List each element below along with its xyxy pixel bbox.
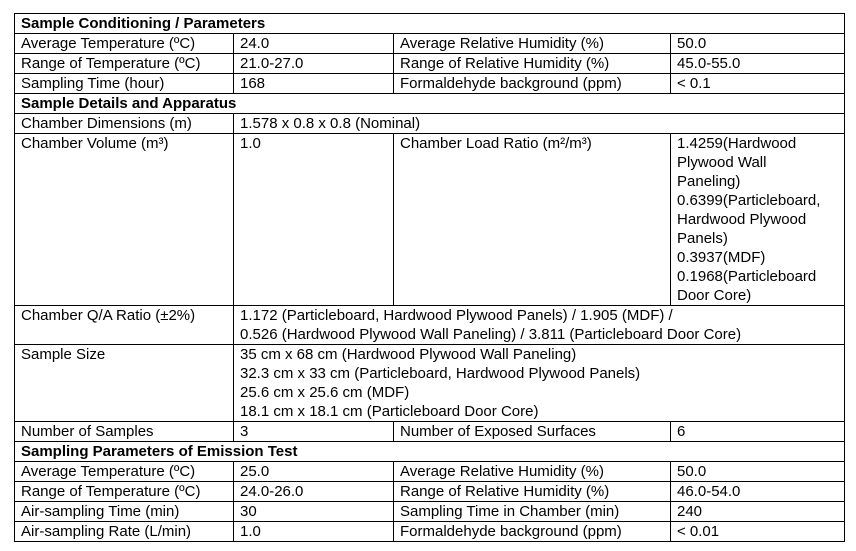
param-value: 45.0-55.0 [671, 54, 845, 74]
param-label: Range of Temperature (ºC) [15, 482, 234, 502]
sample-size-values [234, 345, 845, 422]
load-ratio-line: Door Core) [677, 287, 752, 304]
param-value: 168 [234, 74, 394, 94]
param-value: 25.0 [234, 462, 394, 482]
load-ratio-line: Hardwood Plywood [677, 211, 807, 228]
section-title: Sampling Parameters of Emission Test [15, 442, 845, 462]
sample-size-line: 35 cm x 68 cm (Hardwood Plywood Wall Paneling) [240, 346, 577, 363]
section-header-row [15, 14, 845, 34]
load-ratio-line: Paneling) [677, 173, 741, 190]
param-value: 1.0 [234, 522, 394, 542]
table-row [15, 306, 845, 345]
param-label: Formaldehyde background (ppm) [394, 522, 671, 542]
param-value: < 0.01 [671, 522, 845, 542]
param-value: 6 [671, 422, 845, 442]
param-label: Formaldehyde background (ppm) [394, 74, 671, 94]
param-value: 3 [234, 422, 394, 442]
param-value: 240 [671, 502, 845, 522]
param-label: Number of Samples [15, 422, 234, 442]
param-value: 30 [234, 502, 394, 522]
table-row [15, 462, 845, 482]
param-value: 1.578 x 0.8 x 0.8 (Nominal) [234, 114, 845, 134]
table-row [15, 134, 845, 306]
param-label: Range of Temperature (ºC) [15, 54, 234, 74]
table-row [15, 114, 845, 134]
load-ratio-line: Panels) [677, 230, 728, 247]
param-label: Range of Relative Humidity (%) [394, 54, 671, 74]
param-label: Chamber Load Ratio (m²/m³) [394, 134, 671, 306]
param-value: 24.0-26.0 [234, 482, 394, 502]
param-label: Chamber Volume (m³) [15, 134, 234, 306]
param-value: 46.0-54.0 [671, 482, 845, 502]
load-ratio-line: 0.6399(Particleboard, [677, 192, 821, 209]
table-row [15, 34, 845, 54]
section-header-row [15, 94, 845, 114]
param-label: Chamber Q/A Ratio (±2%) [15, 306, 234, 345]
qa-ratio-line: 0.526 (Hardwood Plywood Wall Paneling) / 3.811 (Particleboard Door Core) [240, 326, 742, 343]
sample-size-line: 18.1 cm x 18.1 cm (Particleboard Door Core) [240, 403, 539, 420]
load-ratio-values [671, 134, 845, 306]
param-label: Sampling Time in Chamber (min) [394, 502, 671, 522]
table-row [15, 54, 845, 74]
sample-size-line: 32.3 cm x 33 cm (Particleboard, Hardwood Plywood Panels) [240, 365, 641, 382]
section-title: Sample Details and Apparatus [15, 94, 845, 114]
param-label: Average Relative Humidity (%) [394, 462, 671, 482]
param-value: 21.0-27.0 [234, 54, 394, 74]
param-value: 1.0 [234, 134, 394, 306]
load-ratio-line: 1.4259(Hardwood [677, 135, 797, 152]
table-row [15, 522, 845, 542]
param-label: Air-sampling Rate (L/min) [15, 522, 234, 542]
table-row [15, 422, 845, 442]
param-label: Chamber Dimensions (m) [15, 114, 234, 134]
param-label: Sample Size [15, 345, 234, 422]
param-label: Range of Relative Humidity (%) [394, 482, 671, 502]
section-title: Sample Conditioning / Parameters [15, 14, 845, 34]
qa-ratio-line: 1.172 (Particleboard, Hardwood Plywood Panels) / 1.905 (MDF) / [240, 307, 673, 324]
test-parameters-table [14, 13, 845, 542]
param-label: Average Temperature (ºC) [15, 34, 234, 54]
table-row [15, 345, 845, 422]
param-label: Average Temperature (ºC) [15, 462, 234, 482]
param-value: < 0.1 [671, 74, 845, 94]
load-ratio-line: Plywood Wall [677, 154, 767, 171]
table-row [15, 482, 845, 502]
qa-ratio-values [234, 306, 845, 345]
sample-size-line: 25.6 cm x 25.6 cm (MDF) [240, 384, 410, 401]
param-value: 50.0 [671, 462, 845, 482]
param-label: Sampling Time (hour) [15, 74, 234, 94]
param-value: 50.0 [671, 34, 845, 54]
section-header-row [15, 442, 845, 462]
table-row [15, 502, 845, 522]
table-row [15, 74, 845, 94]
param-label: Average Relative Humidity (%) [394, 34, 671, 54]
param-label: Number of Exposed Surfaces [394, 422, 671, 442]
load-ratio-line: 0.3937(MDF) [677, 249, 766, 266]
param-label: Air-sampling Time (min) [15, 502, 234, 522]
param-value: 24.0 [234, 34, 394, 54]
load-ratio-line: 0.1968(Particleboard [677, 268, 817, 285]
